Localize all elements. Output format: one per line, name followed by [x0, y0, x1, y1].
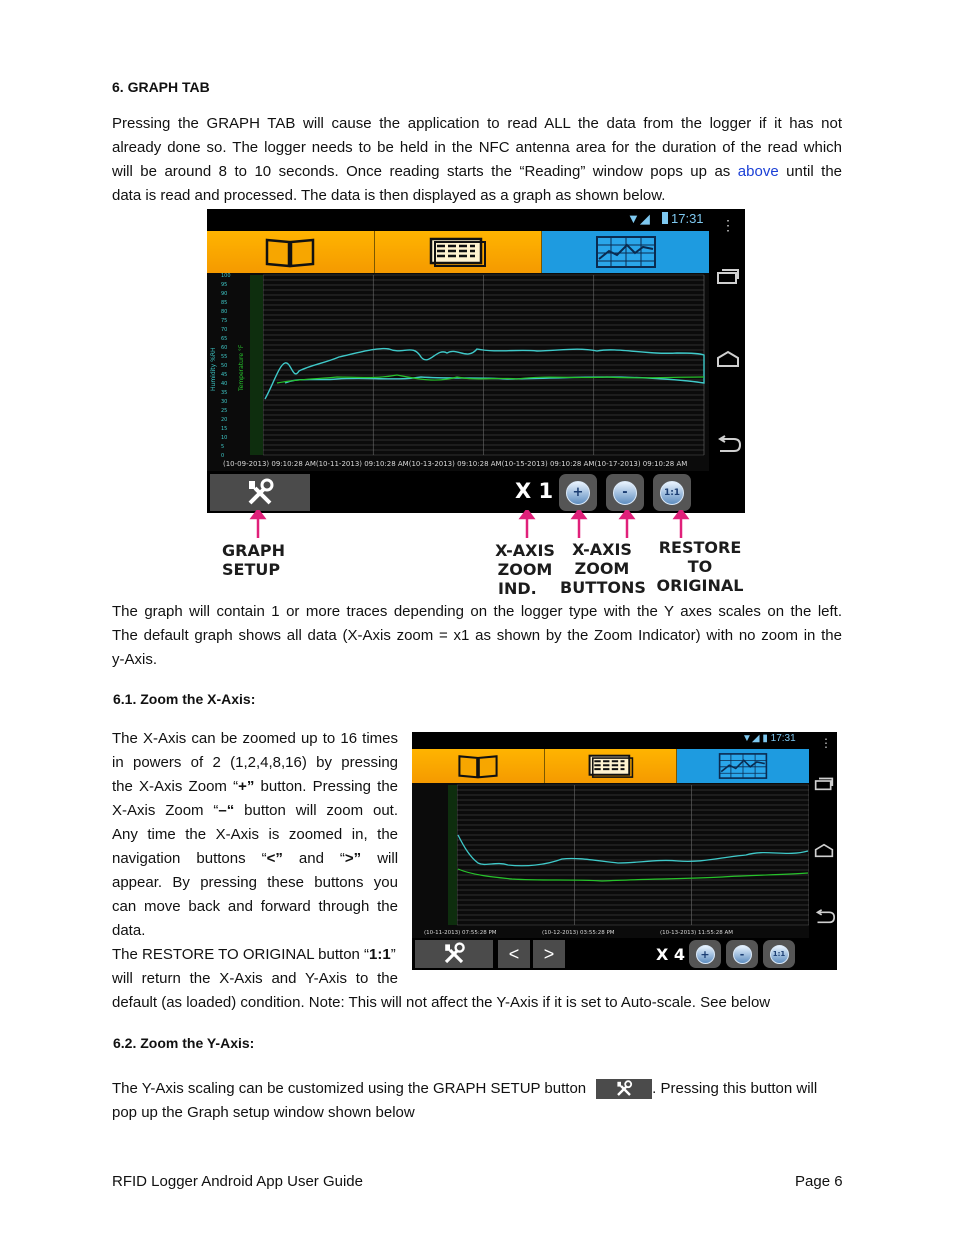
- callout-line: ZOOM: [574, 559, 630, 578]
- text-span: ”: [390, 946, 396, 963]
- overflow-menu-icon[interactable]: ⋮: [721, 217, 735, 233]
- minus-icon: -: [613, 481, 637, 505]
- y-tick-label: 90: [221, 291, 228, 297]
- recent-apps-icon[interactable]: [716, 267, 740, 285]
- plus-icon: +: [696, 945, 715, 964]
- text-span: . Pressing this button will: [652, 1080, 818, 1097]
- text-line: The graph will contain 1 or more traces depending on the logger type with the Y axes scales on the left.: [112, 603, 842, 620]
- graph-description-paragraph: [112, 600, 842, 672]
- callout-line: RESTORE: [658, 538, 742, 557]
- graph-plot-area: [207, 273, 709, 471]
- text-line: Pressing the GRAPH TAB will cause the application to read ALL the data from the logger if it has not: [112, 115, 842, 132]
- restore-original-button[interactable]: [763, 940, 795, 968]
- navigate-forward-button[interactable]: [533, 940, 565, 968]
- restore-icon: 1:1: [770, 945, 789, 964]
- y-tick-label: 15: [221, 426, 228, 432]
- tab-graph[interactable]: [542, 231, 709, 273]
- y-tick-label: 75: [221, 318, 228, 324]
- zoom-in-button[interactable]: [559, 474, 597, 511]
- text-line: pop up the Graph setup window shown below: [112, 1104, 415, 1121]
- zoom-x-paragraph: [112, 727, 398, 991]
- x-axis-labels: (10-09-2013) 09:10:28 AM(10-11-2013) 09:10:28 AM(10-13-2013) 09:10:28 AM(10-15-2013) 09:10:28 AM(10-17-2013) 09:10:28 AM: [223, 460, 688, 468]
- plot-gridlines: [457, 785, 809, 925]
- chevron-left-icon: <: [508, 943, 520, 964]
- text-line: already done so. The logger needs to be held in the NFC antenna area for the duration of the read which: [112, 139, 842, 156]
- text-line: Any time the X-Axis is zoomed in, the: [112, 826, 398, 843]
- y-tick-label: 50: [221, 363, 228, 369]
- tab-bar: [207, 231, 709, 273]
- text-line: default (as loaded) condition. Note: This will not affect the Y-Axis if it is set to Auto-scale. See below: [112, 994, 771, 1011]
- zoom-out-button[interactable]: [606, 474, 644, 511]
- plus-symbol: +”: [238, 778, 255, 795]
- text-line: data is read and processed. The data is then displayed as a graph as shown below.: [112, 187, 666, 204]
- restore-symbol: 1:1: [369, 946, 391, 963]
- text-line: [112, 160, 842, 184]
- text-span: The RESTORE TO ORIGINAL button “: [112, 946, 370, 963]
- y-tick-labels: [221, 273, 231, 459]
- tools-icon: [615, 1080, 633, 1098]
- humidity-axis-title: Humidity %RH: [210, 347, 217, 391]
- temperature-axis-band: [250, 275, 263, 455]
- text-line: in powers of 2 (1,2,4,8,16) by pressing: [112, 754, 398, 771]
- graph-tab-icon: [718, 752, 768, 780]
- graph-setup-button[interactable]: [415, 940, 493, 968]
- above-link[interactable]: above: [737, 163, 779, 180]
- tab-graph[interactable]: [677, 749, 809, 783]
- text-line: The X-Axis can be zoomed up to 16 times: [112, 730, 398, 747]
- callout-arrows: [207, 510, 745, 540]
- text-line: can move back and forward through the: [112, 898, 398, 915]
- wifi-signal-icon: ▼◢: [627, 211, 650, 226]
- graph-tab-icon: [595, 235, 657, 269]
- text-span: will be around 8 to 10 seconds. Once reading starts the “Reading” window pops up as: [112, 163, 731, 180]
- book-icon: [457, 753, 499, 779]
- callout-line: ZOOM: [497, 560, 553, 579]
- footer-title: RFID Logger Android App User Guide: [112, 1173, 363, 1190]
- plot-gridlines: [263, 275, 704, 455]
- section-heading-zoom-x: 6.1. Zoom the X-Axis:: [113, 691, 256, 707]
- text-line: [112, 943, 398, 967]
- table-icon: [429, 236, 487, 268]
- y-tick-label: 70: [221, 327, 228, 333]
- callout-line: IND.: [498, 579, 537, 598]
- status-time: 17:31: [671, 211, 704, 226]
- text-span: button will zoom out.: [234, 802, 398, 819]
- text-line: [112, 799, 398, 823]
- text-line: data.: [112, 922, 146, 939]
- book-icon: [264, 236, 316, 268]
- text-line: will return the X-Axis and Y-Axis to the: [112, 970, 398, 987]
- tab-bar: [412, 749, 809, 783]
- y-tick-label: 20: [221, 417, 228, 423]
- gt-symbol: >”: [344, 850, 362, 867]
- home-icon[interactable]: [814, 843, 834, 858]
- overflow-menu-icon[interactable]: ⋮: [820, 736, 832, 750]
- section-heading-graph-tab: 6. GRAPH TAB: [112, 79, 210, 95]
- graph-screenshot-zoomed: [412, 732, 837, 970]
- minus-icon: -: [733, 945, 752, 964]
- text-line: y-Axis.: [112, 651, 157, 668]
- callout-xaxis-zoom-buttons: [560, 540, 644, 597]
- battery-icon: [662, 212, 668, 224]
- callout-line: GRAPH: [222, 541, 285, 560]
- text-span: until the: [786, 163, 843, 180]
- tools-icon: [442, 942, 466, 966]
- y-tick-label: 30: [221, 399, 228, 405]
- tab-table[interactable]: [545, 749, 678, 783]
- temperature-axis-title: Temperature °F: [238, 344, 245, 391]
- back-icon[interactable]: [814, 909, 836, 924]
- zoom-out-button[interactable]: [726, 940, 758, 968]
- y-tick-label: 80: [221, 309, 228, 315]
- graph-screenshot-main: [207, 209, 745, 513]
- callout-line: X-AXIS: [572, 540, 632, 559]
- y-tick-label: 65: [221, 336, 228, 342]
- plus-icon: +: [566, 481, 590, 505]
- section-heading-zoom-y: 6.2. Zoom the Y-Axis:: [113, 1035, 255, 1051]
- text-line: appear. By pressing these buttons you: [112, 874, 398, 891]
- status-time: 17:31: [770, 733, 796, 744]
- text-span: navigation buttons “: [112, 850, 267, 867]
- y-tick-label: 55: [221, 354, 228, 360]
- x-axis-label: (10-12-2013) 03:55:28 PM: [542, 930, 615, 936]
- text-span: The Y-Axis scaling can be customized using the GRAPH SETUP button: [112, 1080, 587, 1097]
- zoom-y-line: [112, 1077, 842, 1101]
- y-tick-label: 10: [221, 435, 228, 441]
- y-tick-label: 100: [221, 273, 231, 279]
- status-bar: [742, 733, 796, 744]
- footer-page-number: Page 6: [795, 1173, 843, 1190]
- chevron-right-icon: >: [543, 943, 555, 964]
- zoom-indicator: X 4: [656, 945, 686, 964]
- home-icon[interactable]: [716, 350, 740, 368]
- text-line: [112, 847, 398, 871]
- restore-icon: 1:1: [660, 481, 684, 505]
- tab-book[interactable]: [207, 231, 375, 273]
- restore-original-button[interactable]: [653, 474, 691, 511]
- callout-restore-to-original: [654, 538, 746, 595]
- text-span: X-Axis Zoom “: [112, 802, 219, 819]
- text-line: [112, 775, 398, 799]
- status-bar: [207, 209, 745, 231]
- graph-setup-inline-button: [596, 1079, 652, 1099]
- x-axis-label: (10-13-2013) 11:55:28 AM: [660, 930, 733, 936]
- y-tick-label: 5: [221, 444, 225, 450]
- tab-book[interactable]: [412, 749, 545, 783]
- y-tick-label: 85: [221, 300, 228, 306]
- text-line: The default graph shows all data (X-Axis zoom = x1 as shown by the Zoom Indicator) with no zoom in the: [112, 627, 842, 644]
- wifi-signal-icon: ▼◢ ▮: [742, 733, 771, 744]
- callout-line: ORIGINAL: [656, 576, 744, 595]
- callout-line: X-AXIS: [495, 541, 555, 560]
- y-tick-label: 60: [221, 345, 228, 351]
- text-span: will: [361, 850, 399, 867]
- y-tick-label: 25: [221, 408, 228, 414]
- callout-line: TO: [687, 557, 713, 576]
- lt-symbol: <”: [266, 850, 283, 867]
- callout-line: BUTTONS: [560, 578, 646, 597]
- intro-paragraph: [112, 112, 842, 208]
- temperature-axis-band: [448, 785, 457, 925]
- y-tick-label: 45: [221, 372, 228, 378]
- callout-graph-setup: [222, 541, 292, 579]
- callout-line: SETUP: [222, 560, 281, 579]
- humidity-trace: [458, 835, 808, 866]
- recent-apps-icon[interactable]: [814, 776, 834, 791]
- back-icon[interactable]: [716, 435, 742, 453]
- y-tick-label: 0: [221, 453, 225, 459]
- minus-symbol: –“: [218, 802, 235, 819]
- graph-plot-area: [412, 783, 809, 938]
- graph-setup-button[interactable]: [210, 474, 310, 511]
- zoom-indicator: X 1: [515, 479, 554, 503]
- y-tick-label: 40: [221, 381, 228, 387]
- callout-xaxis-zoom-ind: [492, 541, 558, 598]
- text-span: and “: [282, 850, 345, 867]
- tab-table[interactable]: [375, 231, 543, 273]
- text-span: button. Pressing the: [254, 778, 398, 795]
- tools-icon: [245, 478, 275, 508]
- zoom-in-button[interactable]: [689, 940, 721, 968]
- humidity-trace: [265, 349, 704, 399]
- table-icon: [588, 753, 634, 779]
- y-tick-label: 95: [221, 282, 228, 288]
- navigate-back-button[interactable]: [498, 940, 530, 968]
- x-axis-label: (10-11-2013) 07:55:28 PM: [424, 930, 497, 936]
- text-span: the X-Axis Zoom “: [112, 778, 239, 795]
- y-tick-label: 35: [221, 390, 228, 396]
